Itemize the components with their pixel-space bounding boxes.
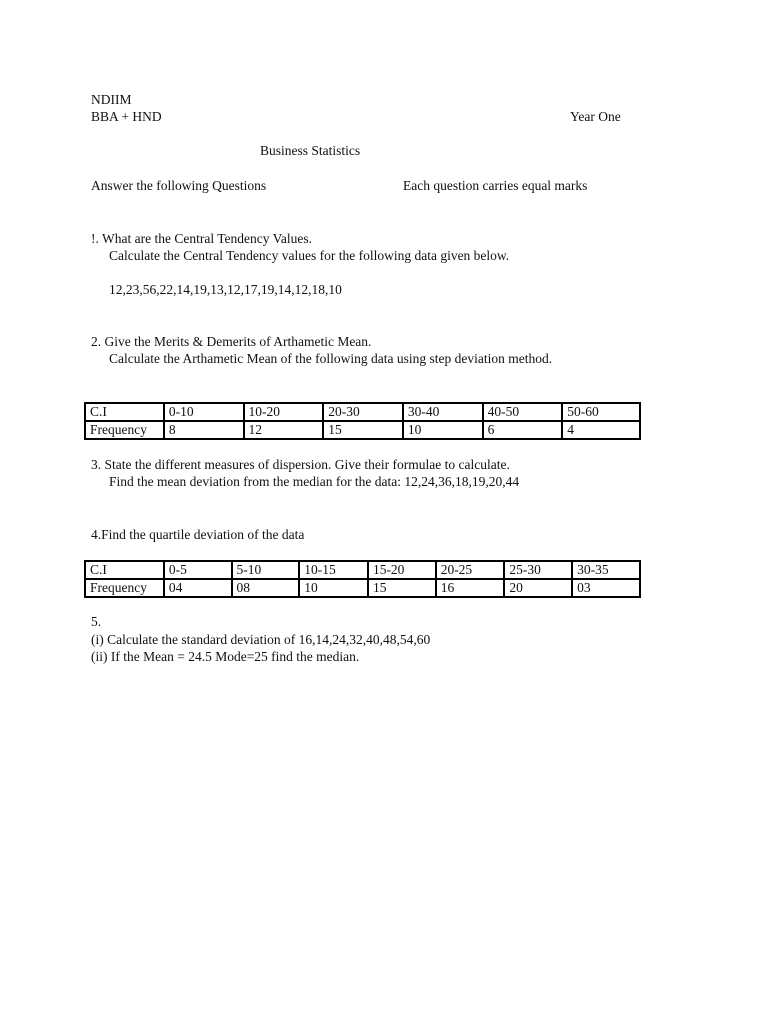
- question-2-task: Calculate the Arthametic Mean of the following data using step deviation method.: [109, 351, 553, 366]
- table-cell: 03: [572, 579, 640, 597]
- table-cell: 10: [299, 579, 368, 597]
- table-cell: 10-15: [299, 561, 368, 579]
- table-cell: 8: [164, 421, 244, 439]
- table-cell: 30-40: [403, 403, 483, 421]
- table-cell: 15: [323, 421, 403, 439]
- question-1-task: Calculate the Central Tendency values for the following data given below.: [109, 248, 510, 263]
- subject-title: Business Statistics: [260, 143, 361, 158]
- table-cell: Frequency: [85, 421, 164, 439]
- table-cell: 4: [562, 421, 640, 439]
- question-4-title: 4.Find the quartile deviation of the data: [91, 527, 305, 542]
- table-cell: Frequency: [85, 579, 164, 597]
- table-cell: 40-50: [483, 403, 563, 421]
- table-cell: 10: [403, 421, 483, 439]
- question-1-data: 12,23,56,22,14,19,13,12,17,19,14,12,18,10: [109, 282, 342, 297]
- question-5-part-2: (ii) If the Mean = 24.5 Mode=25 find the median.: [91, 649, 360, 664]
- question-2-table: [84, 402, 641, 440]
- marks-note: Each question carries equal marks: [403, 178, 588, 193]
- institute-name: NDIIM: [91, 92, 132, 107]
- table-cell: 04: [164, 579, 232, 597]
- question-2-title: 2. Give the Merits & Demerits of Arthametic Mean.: [91, 334, 372, 349]
- table-cell: 0-5: [164, 561, 232, 579]
- program-name: BBA + HND: [91, 109, 162, 124]
- table-cell: 12: [244, 421, 324, 439]
- year-label: Year One: [570, 109, 621, 124]
- table-cell: C.I: [85, 561, 164, 579]
- table-cell: 10-20: [244, 403, 324, 421]
- table-row: [85, 403, 640, 421]
- table-cell: 0-10: [164, 403, 244, 421]
- table-row: [85, 421, 640, 439]
- table-cell: 30-35: [572, 561, 640, 579]
- table-cell: 50-60: [562, 403, 640, 421]
- table-row: [85, 561, 640, 579]
- table-cell: 16: [436, 579, 505, 597]
- question-3-title: 3. State the different measures of dispersion. Give their formulae to calculate.: [91, 457, 510, 472]
- table-cell: 15-20: [368, 561, 436, 579]
- instructions-text: Answer the following Questions: [91, 178, 267, 193]
- table-row: [85, 579, 640, 597]
- table-cell: 25-30: [504, 561, 572, 579]
- table-cell: 15: [368, 579, 436, 597]
- table-cell: 6: [483, 421, 563, 439]
- question-5-number: 5.: [91, 614, 102, 629]
- table-cell: 20-30: [323, 403, 403, 421]
- question-5-part-1: (i) Calculate the standard deviation of 16,14,24,32,40,48,54,60: [91, 632, 431, 647]
- table-cell: 5-10: [232, 561, 300, 579]
- table-cell: C.I: [85, 403, 164, 421]
- table-cell: 20-25: [436, 561, 505, 579]
- table-cell: 20: [504, 579, 572, 597]
- question-1-title: !. What are the Central Tendency Values.: [91, 231, 312, 246]
- question-4-table: [84, 560, 641, 598]
- question-3-task: Find the mean deviation from the median for the data: 12,24,36,18,19,20,44: [109, 474, 520, 489]
- table-cell: 08: [232, 579, 300, 597]
